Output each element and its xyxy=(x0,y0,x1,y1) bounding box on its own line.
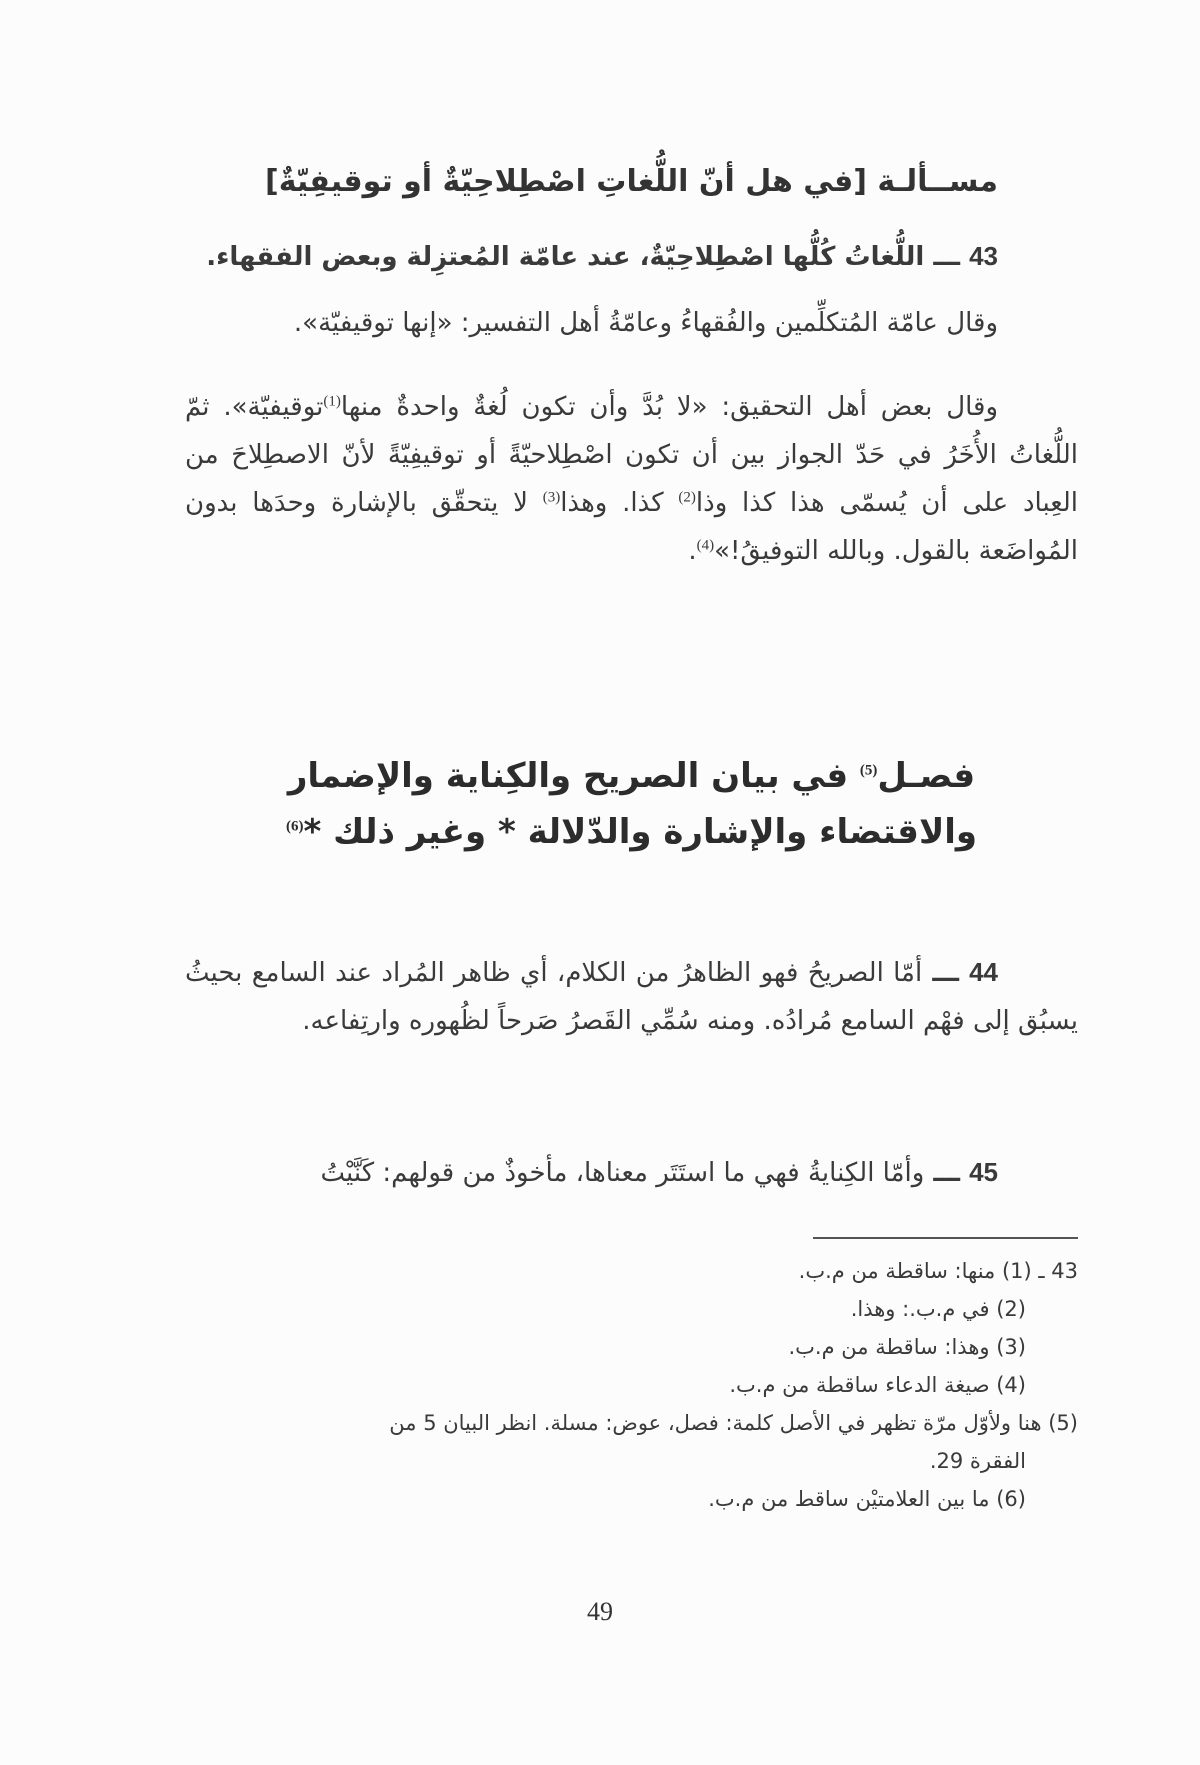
paragraph-dash: ـــ xyxy=(922,958,970,988)
footnote-ref-2[interactable]: (2) xyxy=(678,489,696,506)
footnote-ref-1[interactable]: (1) xyxy=(323,393,341,410)
footnote-label: (5) xyxy=(1048,1411,1078,1435)
footnote-label: (2) xyxy=(996,1297,1026,1321)
page-number: 49 xyxy=(587,1597,613,1626)
footnote-3 xyxy=(185,1328,1078,1366)
footnote-ref-6[interactable]: (6) xyxy=(285,818,304,835)
footnote-label: (4) xyxy=(996,1373,1026,1397)
paragraph-text: اللُّغاتُ كُلُّها اصْطِلاحِيّةٌ، عند عامّة المُعتزِلة وبعض الفقهاء. xyxy=(206,242,925,272)
paragraph-text: وأمّا الكِنايةُ فهي ما استَتَر معناها، مأخوذٌ من قولهم: كَنَّيْتُ xyxy=(320,1158,925,1188)
text-run: توقيفيّة». ثمّ اللُّغاتُ الأُخَرُ في حَدّ الجواز بين أن تكون اصْطِلاحيّةً أو توقيفِيّةً لأنّ الاصطِلاحَ من العِباد على أن يُسمّى هذا كذا وذا xyxy=(185,392,1078,518)
footnote-ref-5[interactable]: (5) xyxy=(859,762,878,779)
footnote-6 xyxy=(185,1480,1078,1518)
footnote-text: ما بين العلامتيْن ساقط من م.ب. xyxy=(708,1487,997,1511)
footnote-ref-3[interactable]: (3) xyxy=(542,489,561,506)
footnote-2 xyxy=(185,1290,1078,1328)
fasl-word: فصـل xyxy=(877,756,976,796)
body-section-44 xyxy=(185,948,1078,1045)
fasl-heading xyxy=(185,748,1078,860)
paragraph-text: أمّا الصريحُ فهو الظاهرُ من الكلام، أي ظاهر المُراد عند السامع بحيثُ يسبُق إلى فهْم السامع مُرادُه. ومنه سُمِّي القَصرُ صَرحاً لظُهوره وارتِفاعه. xyxy=(185,958,1078,1036)
text-run: وقال بعض أهل التحقيق: «لا بُدَّ وأن تكون لُغةٌ واحدةٌ منها xyxy=(340,392,999,422)
text-run: كذا. وهذا xyxy=(560,488,679,518)
footnote-text: صيغة الدعاء ساقطة من م.ب. xyxy=(729,1373,997,1397)
footnote-separator xyxy=(813,1237,1078,1239)
footnote-1 xyxy=(185,1252,1078,1290)
footnote-label: (6) xyxy=(996,1487,1026,1511)
paragraph-43-b xyxy=(185,299,1078,347)
paragraph-number: 43 xyxy=(969,241,998,271)
paragraph-43 xyxy=(185,232,1078,281)
body-section-45 xyxy=(185,1148,1078,1197)
body-section-43 xyxy=(185,232,1078,575)
fasl-line-2 xyxy=(185,804,1078,860)
paragraph-45 xyxy=(185,1148,1078,1197)
masala-title: مســألـة [في هل أنّ اللُّغاتِ اصْطِلاحِيّةٌ أو توقيفِيّةٌ] xyxy=(265,164,998,199)
footnote-group-number: 43 ـ xyxy=(1031,1259,1078,1283)
footnotes xyxy=(185,1252,1078,1518)
footnote-text: وهذا: ساقطة من م.ب. xyxy=(788,1335,997,1359)
paragraph-43-c xyxy=(185,383,1078,575)
paragraph-text: وقال عامّة المُتكلِّمين والفُقهاءُ وعامّةُ أهل التفسير: «إنها توقيفيّة». xyxy=(293,308,998,338)
fasl-title-line-1: في بيان الصريح والكِناية والإضمار xyxy=(287,756,860,796)
paragraph-dash: ـــ xyxy=(924,242,970,272)
text-run: لا يتحقّق بالإشارة وحدَها بدون المُواضَعة بالقول. وبالله التوفيقُ!» xyxy=(185,488,1078,566)
footnote-continuation: الفقرة 29. xyxy=(929,1449,1026,1473)
paragraph-44 xyxy=(185,948,1078,1045)
paragraph-number: 44 xyxy=(969,957,999,987)
footnote-label: (1) xyxy=(1001,1259,1032,1283)
paragraph-number: 45 xyxy=(969,1157,998,1187)
footnote-text: في م.ب.: وهذا. xyxy=(850,1297,997,1321)
footnote-4 xyxy=(185,1366,1078,1404)
footnote-label: (3) xyxy=(996,1335,1026,1359)
footnote-text: منها: ساقطة من م.ب. xyxy=(798,1259,1002,1283)
fasl-title-line-2: والاقتضاء والإشارة والدّلالة * وغير ذلك * xyxy=(303,812,978,852)
masala-heading xyxy=(185,160,1078,204)
footnote-text: هنا ولأوّل مرّة تظهر في الأصل كلمة: فصل، عوض: مسلة. انظر البيان 5 من xyxy=(389,1411,1049,1435)
text-run: . xyxy=(688,536,697,566)
footnote-ref-4[interactable]: (4) xyxy=(696,537,715,554)
fasl-line-1 xyxy=(185,748,1078,804)
paragraph-dash: ـــ xyxy=(924,1158,970,1188)
footnote-5 xyxy=(185,1404,1078,1480)
